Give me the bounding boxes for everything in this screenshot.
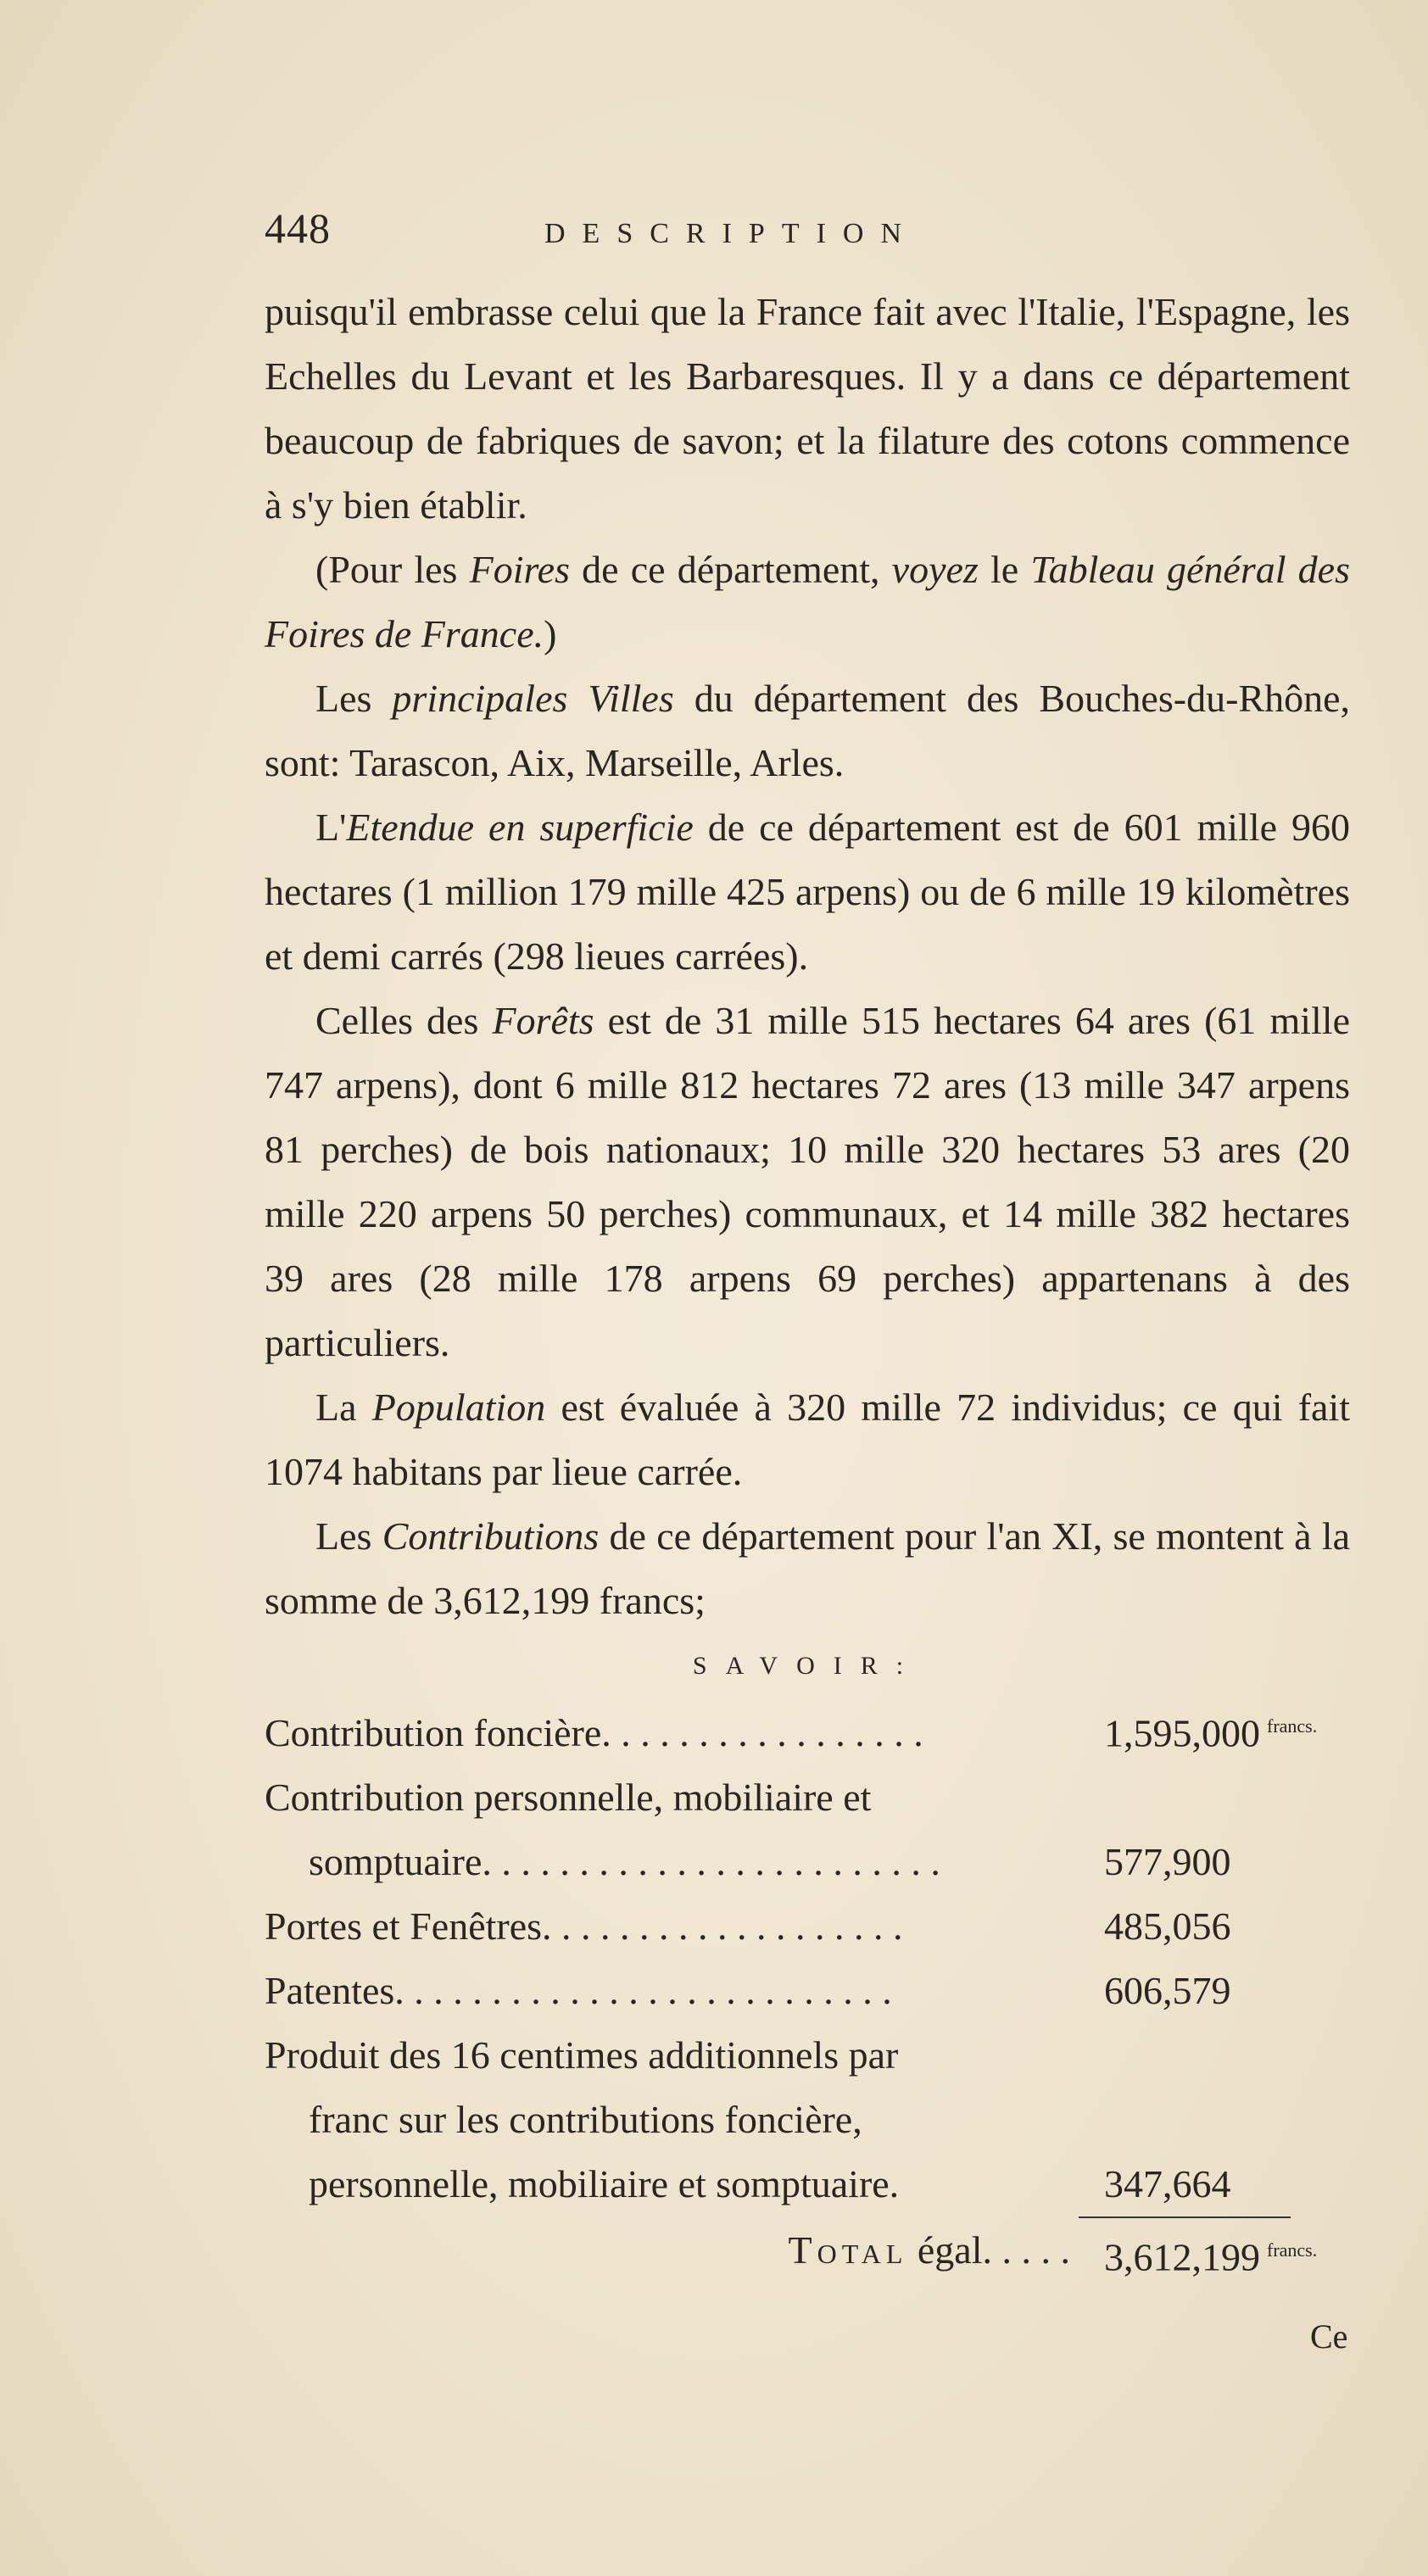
total-label bbox=[265, 2218, 1087, 2289]
text-run: Les bbox=[315, 677, 393, 720]
total-word: Total bbox=[788, 2228, 908, 2272]
row-amount: 606,579 bbox=[1104, 1969, 1231, 2013]
text-run: (Pour les bbox=[315, 548, 470, 591]
page-number: 448 bbox=[265, 204, 331, 252]
table-row bbox=[265, 1894, 1350, 1959]
text-run-italic: principales Villes bbox=[392, 677, 674, 720]
row-amount: 347,664 bbox=[1104, 2162, 1231, 2206]
paragraph-villes bbox=[265, 666, 1350, 795]
text-run-italic: Population bbox=[371, 1386, 546, 1429]
text-block bbox=[265, 204, 1350, 2290]
table-row bbox=[265, 2088, 1350, 2152]
text-run: ) bbox=[544, 612, 557, 655]
amount-value: 1,595,000 bbox=[1104, 1711, 1260, 1755]
text-run: est évaluée à 320 mille 72 individus; ce qui fait 1074 habitans par lieue carrée. bbox=[265, 1386, 1351, 1493]
paragraph-contributions bbox=[265, 1504, 1350, 1633]
paragraph-etendue bbox=[265, 795, 1350, 989]
table-row bbox=[265, 1830, 1350, 1894]
amount-unit: francs. bbox=[1267, 1715, 1318, 1737]
row-label: franc sur les contributions foncière, bbox=[309, 2098, 862, 2142]
amount-value: 3,612,199 bbox=[1104, 2235, 1260, 2279]
table-row bbox=[265, 2023, 1350, 2088]
total-suffix: égal. . . . . bbox=[907, 2228, 1070, 2272]
table-row bbox=[265, 1959, 1350, 2023]
total-amount bbox=[1087, 2218, 1350, 2289]
text-run: du département des Bouches-du-Rhône, sont: Tarascon, Aix, Marseille, Arles. bbox=[265, 677, 1350, 784]
text-run: de ce département, bbox=[570, 548, 892, 591]
text-run: de ce département est de 601 mille 960 hectares (1 million 179 mille 425 arpens) ou de 6 mille 19 kilomètres et demi carrés (298 lieues carrées). bbox=[265, 806, 1350, 978]
row-label: Contribution personnelle, mobiliaire et bbox=[265, 1776, 872, 1820]
text-run: est de 31 mille 515 hectares 64 ares (61 mille 747 arpens), dont 6 mille 812 hectares 72 ares (13 mille 347 arpens 81 perches) de bois nationaux; 10 mille 320 hectares 53 ares (20 mille 220 arpens 50 perches) communaux, et 14 mille 382 hectares 39 ares (28 mille 178 arpens 69 perches) appartenans à des particuliers. bbox=[265, 999, 1351, 1364]
text-run-italic: Tableau général des Foires de France. bbox=[265, 548, 1350, 655]
table-row bbox=[265, 2152, 1350, 2216]
text-run: L' bbox=[315, 806, 347, 849]
text-run: La bbox=[315, 1386, 372, 1429]
paragraph-commerce: puisqu'il embrasse celui que la France fait avec l'Italie, l'Espagne, les Echelles du Levant et les Barbaresques. Il y a dans ce département beaucoup de fabriques de savon; et la filature des cotons commence à s'y bien établir. bbox=[265, 290, 1350, 527]
text-run-italic: voyez bbox=[891, 548, 979, 591]
text-run-italic: Forêts bbox=[492, 999, 594, 1042]
amount-unit: francs. bbox=[1267, 2239, 1318, 2261]
row-label: somptuaire. . . . . . . . . . . . . . . . . . . . . . . . bbox=[309, 1840, 940, 1884]
text-run: Celles des bbox=[315, 999, 493, 1042]
table-row bbox=[265, 1765, 1350, 1830]
row-amount: 577,900 bbox=[1104, 1840, 1231, 1884]
row-label: Patentes. . . . . . . . . . . . . . . . . . . . . . . . . . bbox=[265, 1969, 892, 2013]
paragraph-forets bbox=[265, 989, 1350, 1375]
row-label: Produit des 16 centimes additionnels par bbox=[265, 2033, 899, 2077]
row-label: personnelle, mobiliaire et somptuaire. bbox=[309, 2162, 900, 2206]
row-amount: 485,056 bbox=[1104, 1904, 1231, 1949]
running-head: DESCRIPTION bbox=[544, 218, 919, 249]
table-row bbox=[265, 1694, 1350, 1765]
text-run: de ce département pour l'an XI, se montent à la somme de 3,612,199 francs; bbox=[265, 1514, 1350, 1622]
text-run-italic: Etendue en superficie bbox=[346, 806, 694, 849]
text-run: Les bbox=[315, 1514, 382, 1558]
text-run: le bbox=[978, 548, 1031, 591]
total-row bbox=[265, 2218, 1350, 2289]
paragraph-population bbox=[265, 1375, 1350, 1504]
row-amount bbox=[1087, 1694, 1350, 1765]
row-label: Portes et Fenêtres. . . . . . . . . . . . . . . . . . . bbox=[265, 1904, 903, 1949]
row-label: Contribution foncière. . . . . . . . . . . . . . . . . bbox=[265, 1711, 923, 1755]
text-run-italic: Foires bbox=[469, 548, 571, 591]
page-header bbox=[265, 204, 1350, 280]
text-run-italic: Contributions bbox=[382, 1514, 600, 1558]
paragraph-foires bbox=[265, 538, 1350, 666]
table-heading: SAVOIR: bbox=[692, 1652, 923, 1680]
catchword: Ce bbox=[1310, 2317, 1348, 2356]
